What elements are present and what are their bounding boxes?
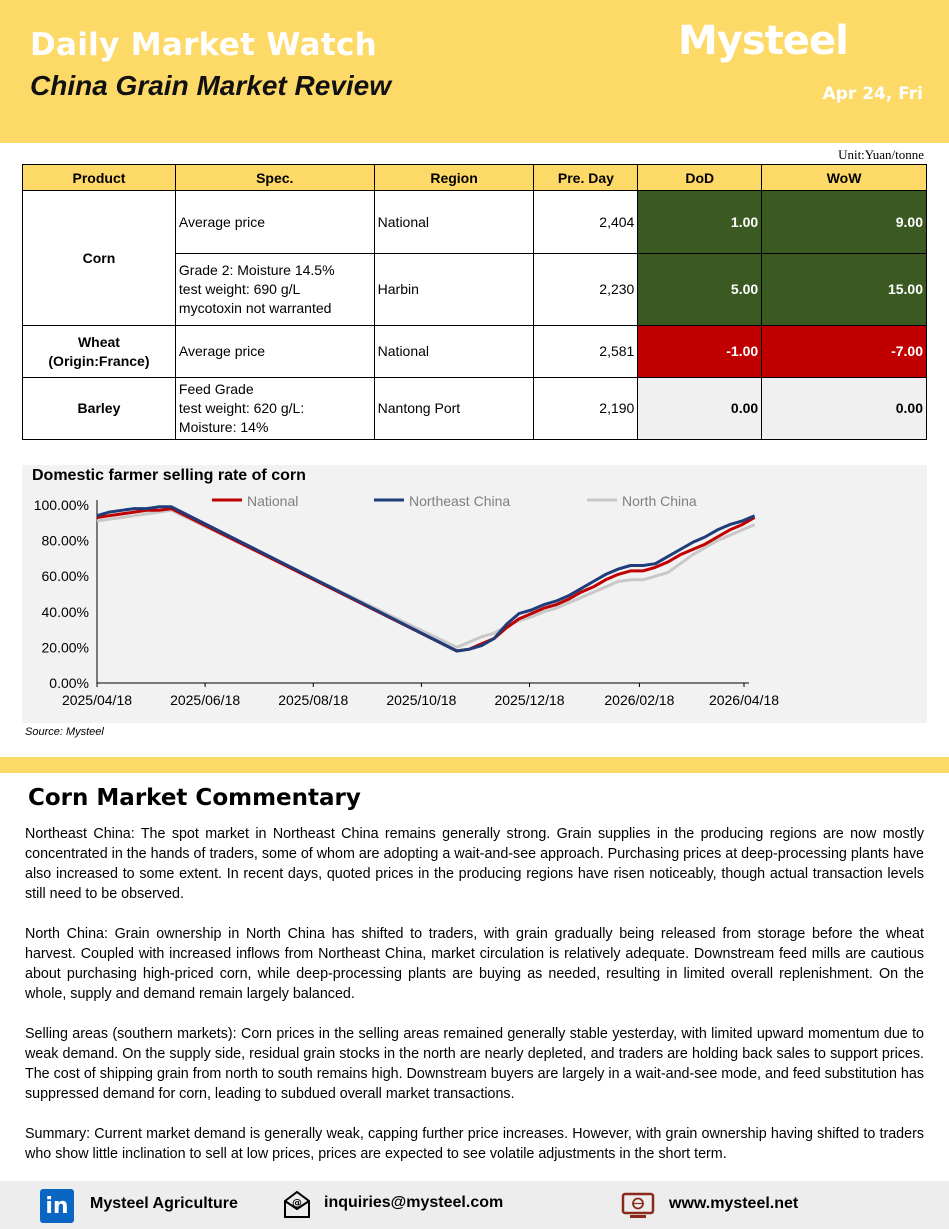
region-cell: National: [374, 191, 534, 254]
product-cell: Corn: [23, 191, 176, 326]
col-header-wow: WoW: [762, 165, 927, 191]
commentary-title: Corn Market Commentary: [28, 785, 361, 811]
linkedin-icon[interactable]: in: [40, 1189, 74, 1223]
dod-cell: 1.00: [638, 191, 762, 254]
x-tick-label: 2025/06/18: [170, 692, 241, 708]
spec-line: test weight: 620 g/L:: [178, 400, 305, 416]
email-link[interactable]: inquiries@mysteel.com: [324, 1194, 504, 1211]
unit-label: Unit:Yuan/tonne: [838, 147, 924, 162]
chart-svg: [22, 465, 927, 723]
spec-line: test weight: 690 g/L: [178, 281, 301, 297]
x-tick-label: 2025/12/18: [494, 692, 565, 708]
footer: [0, 1181, 949, 1229]
x-tick-label: 2026/02/18: [604, 692, 675, 708]
legend-label: Northeast China: [409, 493, 511, 509]
website-link[interactable]: www.mysteel.net: [669, 1195, 799, 1212]
spec-cell: [175, 378, 374, 440]
dod-cell: 0.00: [638, 378, 762, 440]
y-tick-label: 40.00%: [41, 603, 89, 620]
pre-day-cell: 2,190: [534, 378, 638, 440]
legend-label: National: [247, 493, 299, 509]
dod-cell: 5.00: [638, 254, 762, 326]
x-tick-label: 2026/04/18: [708, 692, 780, 708]
region-cell: Nantong Port: [374, 378, 534, 440]
section-divider: [0, 757, 949, 773]
pre-day-cell: 2,581: [534, 326, 638, 378]
region-cell: Harbin: [374, 254, 534, 326]
commentary-paragraph: North China: Grain ownership in North China has shifted to traders, with grain gradually being released from storage before the wheat harvest. Coupled with increased inflows from Northeast China, market circulation is relatively adequate. Downstream feed mills are cautious about purchasing high-priced corn, while deep-processing plants are buying as needed, resulting in limited overall replenishment. On the whole, supply and demand remain largely balanced.: [25, 926, 924, 1002]
col-header-spec: Spec.: [175, 165, 374, 191]
series-line-northeast-china: [97, 507, 755, 651]
y-tick-label: 0.00%: [49, 675, 89, 691]
pre-day-cell: 2,404: [534, 191, 638, 254]
col-header-dod: DoD: [638, 165, 762, 191]
dod-cell: -1.00: [638, 326, 762, 378]
col-header-product: Product: [23, 165, 176, 191]
y-tick-label: 80.00%: [41, 532, 89, 549]
report-subtitle: China Grain Market Review: [30, 70, 392, 101]
x-tick-label: 2025/08/18: [278, 692, 349, 708]
legend-label: North China: [622, 493, 697, 509]
price-table: [22, 164, 927, 440]
spec-cell: [175, 254, 374, 326]
col-header-region: Region: [374, 165, 534, 191]
wow-cell: 9.00: [762, 191, 927, 254]
report-title: Daily Market Watch: [30, 27, 378, 63]
table-header-row: [23, 165, 927, 191]
spec-cell: Average price: [175, 191, 374, 254]
spec-line: mycotoxin not warranted: [178, 300, 332, 316]
linkedin-link[interactable]: Mysteel Agriculture: [90, 1195, 238, 1212]
spec-line: Feed Grade: [178, 381, 254, 397]
website-icon: [620, 1191, 656, 1221]
series-line-north-china: [97, 510, 755, 647]
wow-cell: 15.00: [762, 254, 927, 326]
product-cell: Barley: [23, 378, 176, 440]
y-tick-label: 60.00%: [41, 568, 89, 585]
table-row: [23, 191, 927, 254]
commentary-paragraph: Summary: Current market demand is generally weak, capping further price increases. However, with grain ownership having shifted to traders who show little inclination to sell at low prices, prices are expected to see volatile adjustments in the short term.: [25, 1126, 924, 1162]
mysteel-logo: Mysteel: [678, 18, 848, 64]
series-line-national: [97, 509, 755, 651]
spec-line: Moisture: 14%: [178, 419, 269, 435]
email-icon: [282, 1189, 312, 1219]
chart-source: Source: Mysteel: [25, 726, 104, 738]
header-banner: [0, 0, 949, 143]
chart-title: Domestic farmer selling rate of corn: [32, 467, 306, 484]
product-cell: [23, 326, 176, 378]
x-tick-label: 2025/10/18: [386, 692, 457, 708]
commentary-paragraph: Selling areas (southern markets): Corn prices in the selling areas remained generally stable yesterday, with limited upward momentum due to weak demand. On the supply side, residual grain stocks in the north are nearly depleted, and traders are holding back sales to support prices. The cost of shipping grain from north to south remains high. Downstream buyers are largely in a wait-and-see mode, and feed substitution has suppressed demand for corn, leading to subdued overall market transactions.: [25, 1026, 924, 1102]
wow-cell: -7.00: [762, 326, 927, 378]
selling-rate-chart: [22, 465, 927, 723]
report-date: Apr 24, Fri: [822, 84, 923, 104]
pre-day-cell: 2,230: [534, 254, 638, 326]
y-tick-label: 100.00%: [33, 497, 89, 513]
product-origin: (Origin:France): [48, 352, 150, 369]
x-tick-label: 2025/04/18: [61, 692, 133, 708]
table-row: [23, 378, 927, 440]
commentary-paragraph: Northeast China: The spot market in Northeast China remains generally strong. Grain supplies in the producing regions are now mostly concentrated in the hands of traders, some of whom are adopting a wait-and-see approach. Purchasing prices at deep-processing plants have also increased to some extent. In recent days, quoted prices in the producing regions have risen noticeably, though actual transaction levels still need to be observed.: [25, 826, 924, 902]
wow-cell: 0.00: [762, 378, 927, 440]
y-tick-label: 20.00%: [41, 639, 89, 656]
spec-line: Grade 2: Moisture 14.5%: [178, 262, 335, 278]
commentary-body: [25, 824, 924, 1184]
svg-text:@: @: [292, 1198, 302, 1209]
product-name: Wheat: [77, 333, 120, 350]
col-header-pre-day: Pre. Day: [534, 165, 638, 191]
spec-cell: Average price: [175, 326, 374, 378]
table-row: [23, 326, 927, 378]
region-cell: National: [374, 326, 534, 378]
